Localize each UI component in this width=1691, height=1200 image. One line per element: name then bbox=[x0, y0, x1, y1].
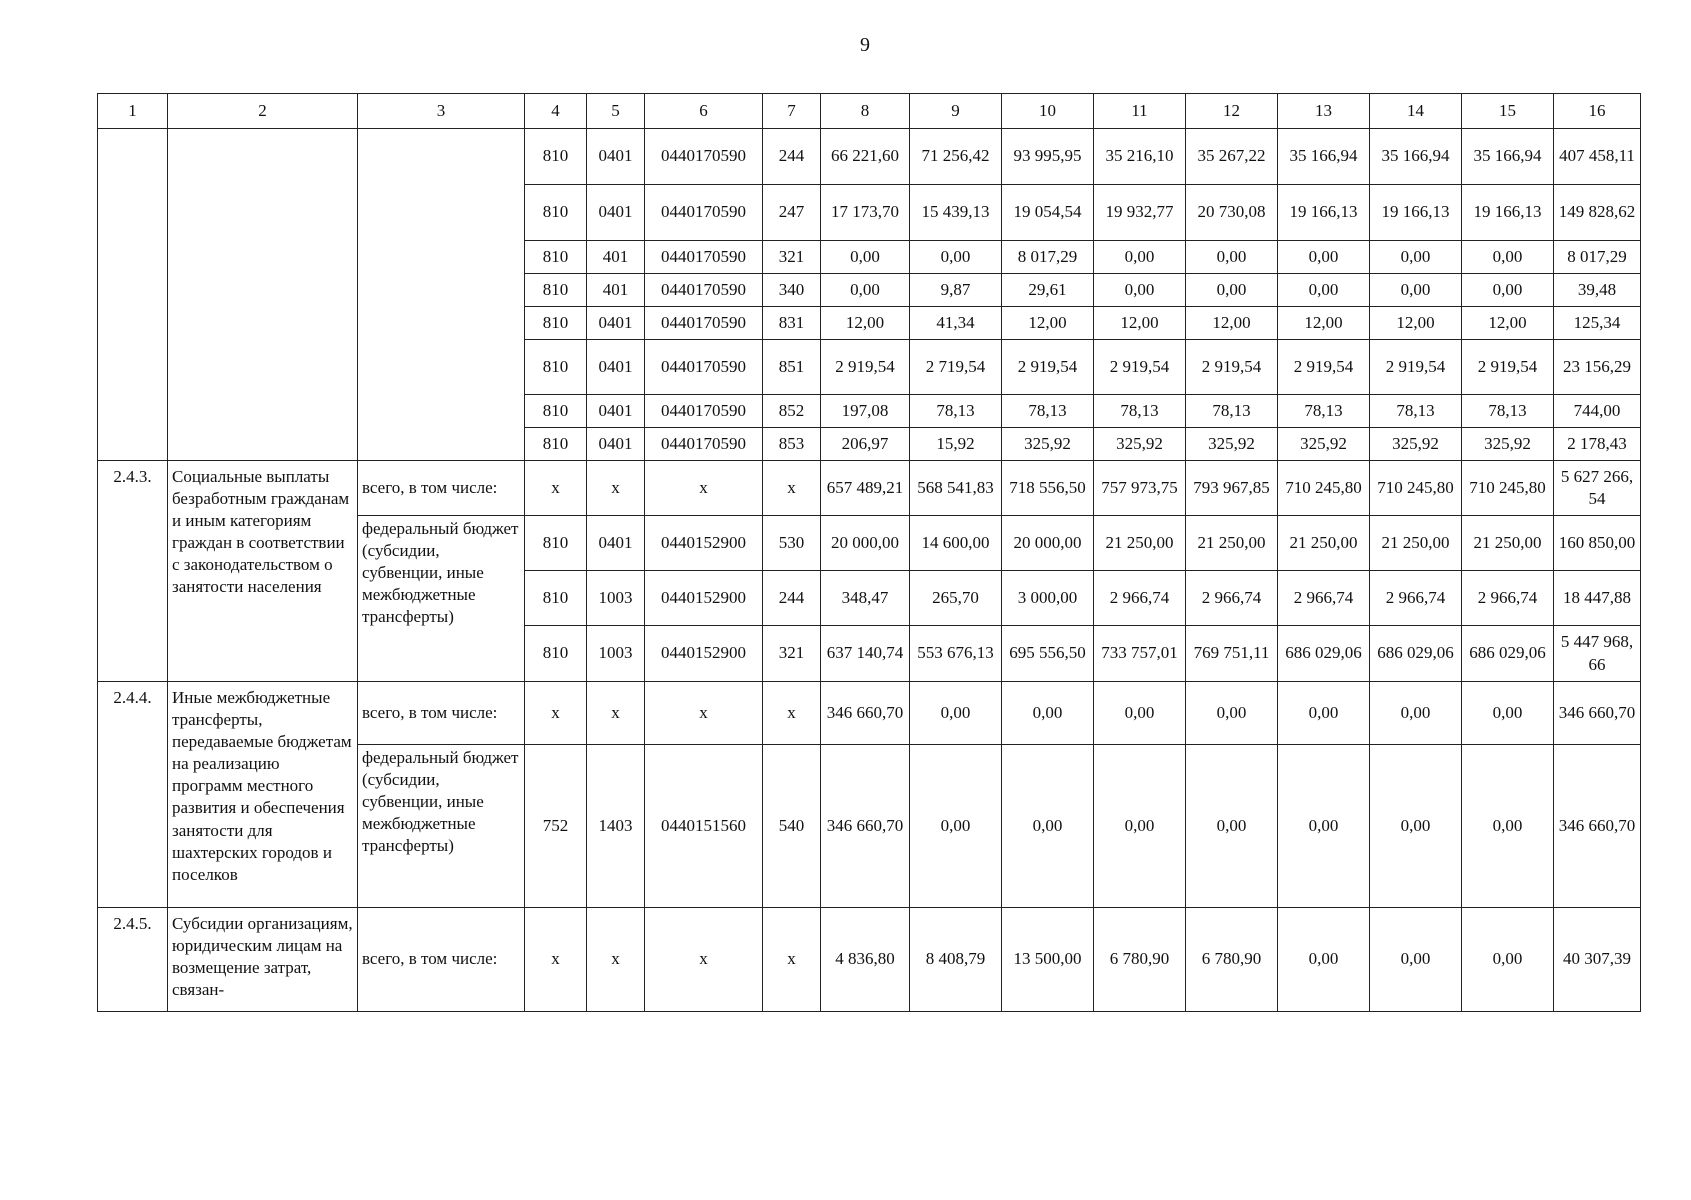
item-name: Иные межбюджетные трансферты, передаваемые бюджетам на реализацию программ местного развития и обеспечения занятости для шахтерских городов и поселков bbox=[168, 682, 358, 908]
value-cell: 346 660,70 bbox=[1554, 745, 1641, 908]
value-cell: 686 029,06 bbox=[1462, 626, 1554, 682]
code-cell: 810 bbox=[525, 626, 587, 682]
item-name: Субсидии организациям, юридическим лицам на возмещение затрат, связан- bbox=[168, 908, 358, 1012]
value-cell: 40 307,39 bbox=[1554, 908, 1641, 1012]
value-cell: 20 730,08 bbox=[1186, 185, 1278, 241]
value-cell: 710 245,80 bbox=[1462, 461, 1554, 516]
code-cell: 851 bbox=[763, 340, 821, 395]
value-cell: 0,00 bbox=[1278, 274, 1370, 307]
value-cell: 0,00 bbox=[1094, 745, 1186, 908]
value-cell: 0,00 bbox=[1370, 241, 1462, 274]
value-cell: 8 017,29 bbox=[1002, 241, 1094, 274]
item-name-cell bbox=[168, 129, 358, 461]
value-cell: 346 660,70 bbox=[821, 745, 910, 908]
value-cell: 35 166,94 bbox=[1370, 129, 1462, 185]
value-cell: 12,00 bbox=[1186, 307, 1278, 340]
value-cell: 19 166,13 bbox=[1462, 185, 1554, 241]
code-cell: 810 bbox=[525, 516, 587, 571]
value-cell: 2 966,74 bbox=[1278, 571, 1370, 626]
value-cell: 2 178,43 bbox=[1554, 428, 1641, 461]
value-cell: 39,48 bbox=[1554, 274, 1641, 307]
code-cell: 810 bbox=[525, 241, 587, 274]
value-cell: 9,87 bbox=[910, 274, 1002, 307]
value-cell: 8 017,29 bbox=[1554, 241, 1641, 274]
value-cell: 2 919,54 bbox=[821, 340, 910, 395]
code-cell: x bbox=[587, 908, 645, 1012]
value-cell: 78,13 bbox=[1094, 395, 1186, 428]
code-cell: 244 bbox=[763, 571, 821, 626]
value-cell: 21 250,00 bbox=[1462, 516, 1554, 571]
value-cell: 13 500,00 bbox=[1002, 908, 1094, 1012]
value-cell: 0,00 bbox=[1462, 274, 1554, 307]
code-cell: 810 bbox=[525, 428, 587, 461]
code-cell: 401 bbox=[587, 274, 645, 307]
value-cell: 78,13 bbox=[1370, 395, 1462, 428]
value-cell: 710 245,80 bbox=[1278, 461, 1370, 516]
budget-table bbox=[97, 93, 1641, 1012]
code-cell: x bbox=[645, 461, 763, 516]
header-cell: 5 bbox=[587, 94, 645, 129]
item-code-cell bbox=[98, 129, 168, 461]
value-cell: 71 256,42 bbox=[910, 129, 1002, 185]
value-cell: 0,00 bbox=[910, 241, 1002, 274]
value-cell: 206,97 bbox=[821, 428, 910, 461]
code-cell: 0401 bbox=[587, 185, 645, 241]
value-cell: 78,13 bbox=[1278, 395, 1370, 428]
value-cell: 0,00 bbox=[910, 745, 1002, 908]
value-cell: 553 676,13 bbox=[910, 626, 1002, 682]
value-cell: 568 541,83 bbox=[910, 461, 1002, 516]
value-cell: 17 173,70 bbox=[821, 185, 910, 241]
code-cell: x bbox=[763, 461, 821, 516]
header-cell: 9 bbox=[910, 94, 1002, 129]
value-cell: 718 556,50 bbox=[1002, 461, 1094, 516]
code-cell: 0440152900 bbox=[645, 571, 763, 626]
value-cell: 0,00 bbox=[1186, 745, 1278, 908]
value-cell: 0,00 bbox=[1370, 682, 1462, 745]
value-cell: 2 919,54 bbox=[1094, 340, 1186, 395]
code-cell: 0440170590 bbox=[645, 129, 763, 185]
code-cell: 1003 bbox=[587, 626, 645, 682]
header-cell: 4 bbox=[525, 94, 587, 129]
value-cell: 18 447,88 bbox=[1554, 571, 1641, 626]
code-cell: 0440170590 bbox=[645, 241, 763, 274]
code-cell: 247 bbox=[763, 185, 821, 241]
code-cell: 0440170590 bbox=[645, 340, 763, 395]
value-cell: 20 000,00 bbox=[1002, 516, 1094, 571]
table-row bbox=[98, 682, 1641, 745]
value-cell: 19 054,54 bbox=[1002, 185, 1094, 241]
value-cell: 23 156,29 bbox=[1554, 340, 1641, 395]
code-cell: 0440152900 bbox=[645, 626, 763, 682]
value-cell: 0,00 bbox=[1278, 745, 1370, 908]
value-cell: 21 250,00 bbox=[1186, 516, 1278, 571]
value-cell: 2 919,54 bbox=[1002, 340, 1094, 395]
code-cell: 752 bbox=[525, 745, 587, 908]
item-code: 2.4.4. bbox=[98, 682, 168, 908]
value-cell: 0,00 bbox=[910, 682, 1002, 745]
value-cell: 6 780,90 bbox=[1186, 908, 1278, 1012]
code-cell: 831 bbox=[763, 307, 821, 340]
code-cell: 853 bbox=[763, 428, 821, 461]
code-cell: x bbox=[587, 682, 645, 745]
value-cell: 35 166,94 bbox=[1278, 129, 1370, 185]
code-cell: 0440152900 bbox=[645, 516, 763, 571]
value-cell: 35 216,10 bbox=[1094, 129, 1186, 185]
table-row bbox=[98, 908, 1641, 1012]
value-cell: 8 408,79 bbox=[910, 908, 1002, 1012]
value-cell: 78,13 bbox=[910, 395, 1002, 428]
code-cell: 810 bbox=[525, 307, 587, 340]
value-cell: 12,00 bbox=[821, 307, 910, 340]
value-cell: 733 757,01 bbox=[1094, 626, 1186, 682]
value-cell: 695 556,50 bbox=[1002, 626, 1094, 682]
header-cell: 15 bbox=[1462, 94, 1554, 129]
code-cell: 0401 bbox=[587, 395, 645, 428]
item-code: 2.4.5. bbox=[98, 908, 168, 1012]
code-cell: 810 bbox=[525, 571, 587, 626]
value-cell: 0,00 bbox=[1370, 908, 1462, 1012]
table-row bbox=[98, 461, 1641, 516]
total-label: всего, в том числе: bbox=[358, 908, 525, 1012]
value-cell: 325,92 bbox=[1462, 428, 1554, 461]
value-cell: 2 919,54 bbox=[1278, 340, 1370, 395]
value-cell: 0,00 bbox=[1094, 241, 1186, 274]
value-cell: 29,61 bbox=[1002, 274, 1094, 307]
federal-budget-label: федеральный бюджет (субсидии, субвенции, иные межбюджетные трансферты) bbox=[358, 745, 525, 908]
header-cell: 10 bbox=[1002, 94, 1094, 129]
value-cell: 66 221,60 bbox=[821, 129, 910, 185]
header-row bbox=[98, 94, 1641, 129]
code-cell: 852 bbox=[763, 395, 821, 428]
value-cell: 2 966,74 bbox=[1094, 571, 1186, 626]
value-cell: 0,00 bbox=[1462, 745, 1554, 908]
header-cell: 6 bbox=[645, 94, 763, 129]
value-cell: 2 966,74 bbox=[1462, 571, 1554, 626]
value-cell: 348,47 bbox=[821, 571, 910, 626]
value-cell: 149 828,62 bbox=[1554, 185, 1641, 241]
value-cell: 2 966,74 bbox=[1370, 571, 1462, 626]
value-cell: 0,00 bbox=[1462, 908, 1554, 1012]
code-cell: x bbox=[645, 908, 763, 1012]
value-cell: 0,00 bbox=[1278, 682, 1370, 745]
item-code: 2.4.3. bbox=[98, 461, 168, 682]
code-cell: 810 bbox=[525, 129, 587, 185]
code-cell: 0401 bbox=[587, 516, 645, 571]
code-cell: x bbox=[525, 682, 587, 745]
value-cell: 769 751,11 bbox=[1186, 626, 1278, 682]
header-cell: 2 bbox=[168, 94, 358, 129]
value-cell: 5 627 266,54 bbox=[1554, 461, 1641, 516]
value-cell: 2 919,54 bbox=[1186, 340, 1278, 395]
code-cell: 810 bbox=[525, 340, 587, 395]
code-cell: 244 bbox=[763, 129, 821, 185]
value-cell: 3 000,00 bbox=[1002, 571, 1094, 626]
value-cell: 12,00 bbox=[1002, 307, 1094, 340]
value-cell: 710 245,80 bbox=[1370, 461, 1462, 516]
code-cell: x bbox=[763, 908, 821, 1012]
value-cell: 793 967,85 bbox=[1186, 461, 1278, 516]
value-cell: 93 995,95 bbox=[1002, 129, 1094, 185]
value-cell: 12,00 bbox=[1370, 307, 1462, 340]
value-cell: 346 660,70 bbox=[1554, 682, 1641, 745]
value-cell: 0,00 bbox=[1186, 682, 1278, 745]
value-cell: 5 447 968,66 bbox=[1554, 626, 1641, 682]
item-source-cell bbox=[358, 129, 525, 461]
value-cell: 744,00 bbox=[1554, 395, 1641, 428]
value-cell: 325,92 bbox=[1278, 428, 1370, 461]
code-cell: x bbox=[763, 682, 821, 745]
value-cell: 0,00 bbox=[1002, 682, 1094, 745]
header-cell: 8 bbox=[821, 94, 910, 129]
value-cell: 346 660,70 bbox=[821, 682, 910, 745]
value-cell: 21 250,00 bbox=[1278, 516, 1370, 571]
value-cell: 0,00 bbox=[1094, 682, 1186, 745]
code-cell: 0440170590 bbox=[645, 185, 763, 241]
table-body bbox=[98, 129, 1641, 1012]
code-cell: 0401 bbox=[587, 307, 645, 340]
code-cell: x bbox=[587, 461, 645, 516]
value-cell: 2 919,54 bbox=[1370, 340, 1462, 395]
code-cell: 0401 bbox=[587, 129, 645, 185]
value-cell: 325,92 bbox=[1186, 428, 1278, 461]
value-cell: 78,13 bbox=[1462, 395, 1554, 428]
code-cell: x bbox=[645, 682, 763, 745]
code-cell: x bbox=[525, 461, 587, 516]
value-cell: 160 850,00 bbox=[1554, 516, 1641, 571]
value-cell: 2 919,54 bbox=[1462, 340, 1554, 395]
header-cell: 1 bbox=[98, 94, 168, 129]
value-cell: 20 000,00 bbox=[821, 516, 910, 571]
table-row bbox=[98, 129, 1641, 185]
total-label: всего, в том числе: bbox=[358, 682, 525, 745]
code-cell: 1003 bbox=[587, 571, 645, 626]
code-cell: 321 bbox=[763, 626, 821, 682]
code-cell: 1403 bbox=[587, 745, 645, 908]
header-cell: 3 bbox=[358, 94, 525, 129]
value-cell: 407 458,11 bbox=[1554, 129, 1641, 185]
value-cell: 197,08 bbox=[821, 395, 910, 428]
value-cell: 686 029,06 bbox=[1370, 626, 1462, 682]
header-cell: 11 bbox=[1094, 94, 1186, 129]
total-label: всего, в том числе: bbox=[358, 461, 525, 516]
value-cell: 2 966,74 bbox=[1186, 571, 1278, 626]
value-cell: 0,00 bbox=[1278, 908, 1370, 1012]
value-cell: 0,00 bbox=[821, 274, 910, 307]
value-cell: 686 029,06 bbox=[1278, 626, 1370, 682]
code-cell: 401 bbox=[587, 241, 645, 274]
value-cell: 6 780,90 bbox=[1094, 908, 1186, 1012]
value-cell: 0,00 bbox=[1094, 274, 1186, 307]
code-cell: 0401 bbox=[587, 340, 645, 395]
code-cell: 810 bbox=[525, 274, 587, 307]
value-cell: 35 166,94 bbox=[1462, 129, 1554, 185]
federal-budget-label: федеральный бюджет (субсидии, субвенции, иные межбюджетные трансферты) bbox=[358, 516, 525, 682]
header-cell: 14 bbox=[1370, 94, 1462, 129]
value-cell: 12,00 bbox=[1462, 307, 1554, 340]
value-cell: 41,34 bbox=[910, 307, 1002, 340]
code-cell: 0440170590 bbox=[645, 307, 763, 340]
value-cell: 78,13 bbox=[1002, 395, 1094, 428]
value-cell: 0,00 bbox=[1462, 241, 1554, 274]
code-cell: 540 bbox=[763, 745, 821, 908]
value-cell: 19 166,13 bbox=[1370, 185, 1462, 241]
header-cell: 16 bbox=[1554, 94, 1641, 129]
value-cell: 0,00 bbox=[1370, 745, 1462, 908]
value-cell: 21 250,00 bbox=[1094, 516, 1186, 571]
header-cell: 13 bbox=[1278, 94, 1370, 129]
code-cell: 0440170590 bbox=[645, 428, 763, 461]
code-cell: 321 bbox=[763, 241, 821, 274]
item-name: Социальные выплаты безработным гражданам и иным категориям граждан в соответствии с законодательством о занятости населения bbox=[168, 461, 358, 682]
value-cell: 265,70 bbox=[910, 571, 1002, 626]
value-cell: 4 836,80 bbox=[821, 908, 910, 1012]
value-cell: 325,92 bbox=[1094, 428, 1186, 461]
value-cell: 15 439,13 bbox=[910, 185, 1002, 241]
value-cell: 0,00 bbox=[1278, 241, 1370, 274]
code-cell: 810 bbox=[525, 395, 587, 428]
value-cell: 19 166,13 bbox=[1278, 185, 1370, 241]
header-cell: 7 bbox=[763, 94, 821, 129]
value-cell: 657 489,21 bbox=[821, 461, 910, 516]
code-cell: x bbox=[525, 908, 587, 1012]
value-cell: 757 973,75 bbox=[1094, 461, 1186, 516]
code-cell: 810 bbox=[525, 185, 587, 241]
header-cell: 12 bbox=[1186, 94, 1278, 129]
value-cell: 0,00 bbox=[1002, 745, 1094, 908]
code-cell: 530 bbox=[763, 516, 821, 571]
value-cell: 35 267,22 bbox=[1186, 129, 1278, 185]
value-cell: 637 140,74 bbox=[821, 626, 910, 682]
value-cell: 14 600,00 bbox=[910, 516, 1002, 571]
code-cell: 0440170590 bbox=[645, 274, 763, 307]
value-cell: 2 719,54 bbox=[910, 340, 1002, 395]
value-cell: 21 250,00 bbox=[1370, 516, 1462, 571]
value-cell: 0,00 bbox=[1186, 274, 1278, 307]
value-cell: 0,00 bbox=[1370, 274, 1462, 307]
value-cell: 12,00 bbox=[1278, 307, 1370, 340]
value-cell: 0,00 bbox=[1462, 682, 1554, 745]
value-cell: 325,92 bbox=[1370, 428, 1462, 461]
value-cell: 12,00 bbox=[1094, 307, 1186, 340]
value-cell: 0,00 bbox=[821, 241, 910, 274]
code-cell: 0440151560 bbox=[645, 745, 763, 908]
page-number: 9 bbox=[860, 34, 870, 56]
value-cell: 15,92 bbox=[910, 428, 1002, 461]
code-cell: 340 bbox=[763, 274, 821, 307]
value-cell: 325,92 bbox=[1002, 428, 1094, 461]
value-cell: 78,13 bbox=[1186, 395, 1278, 428]
value-cell: 0,00 bbox=[1186, 241, 1278, 274]
code-cell: 0440170590 bbox=[645, 395, 763, 428]
code-cell: 0401 bbox=[587, 428, 645, 461]
value-cell: 125,34 bbox=[1554, 307, 1641, 340]
value-cell: 19 932,77 bbox=[1094, 185, 1186, 241]
